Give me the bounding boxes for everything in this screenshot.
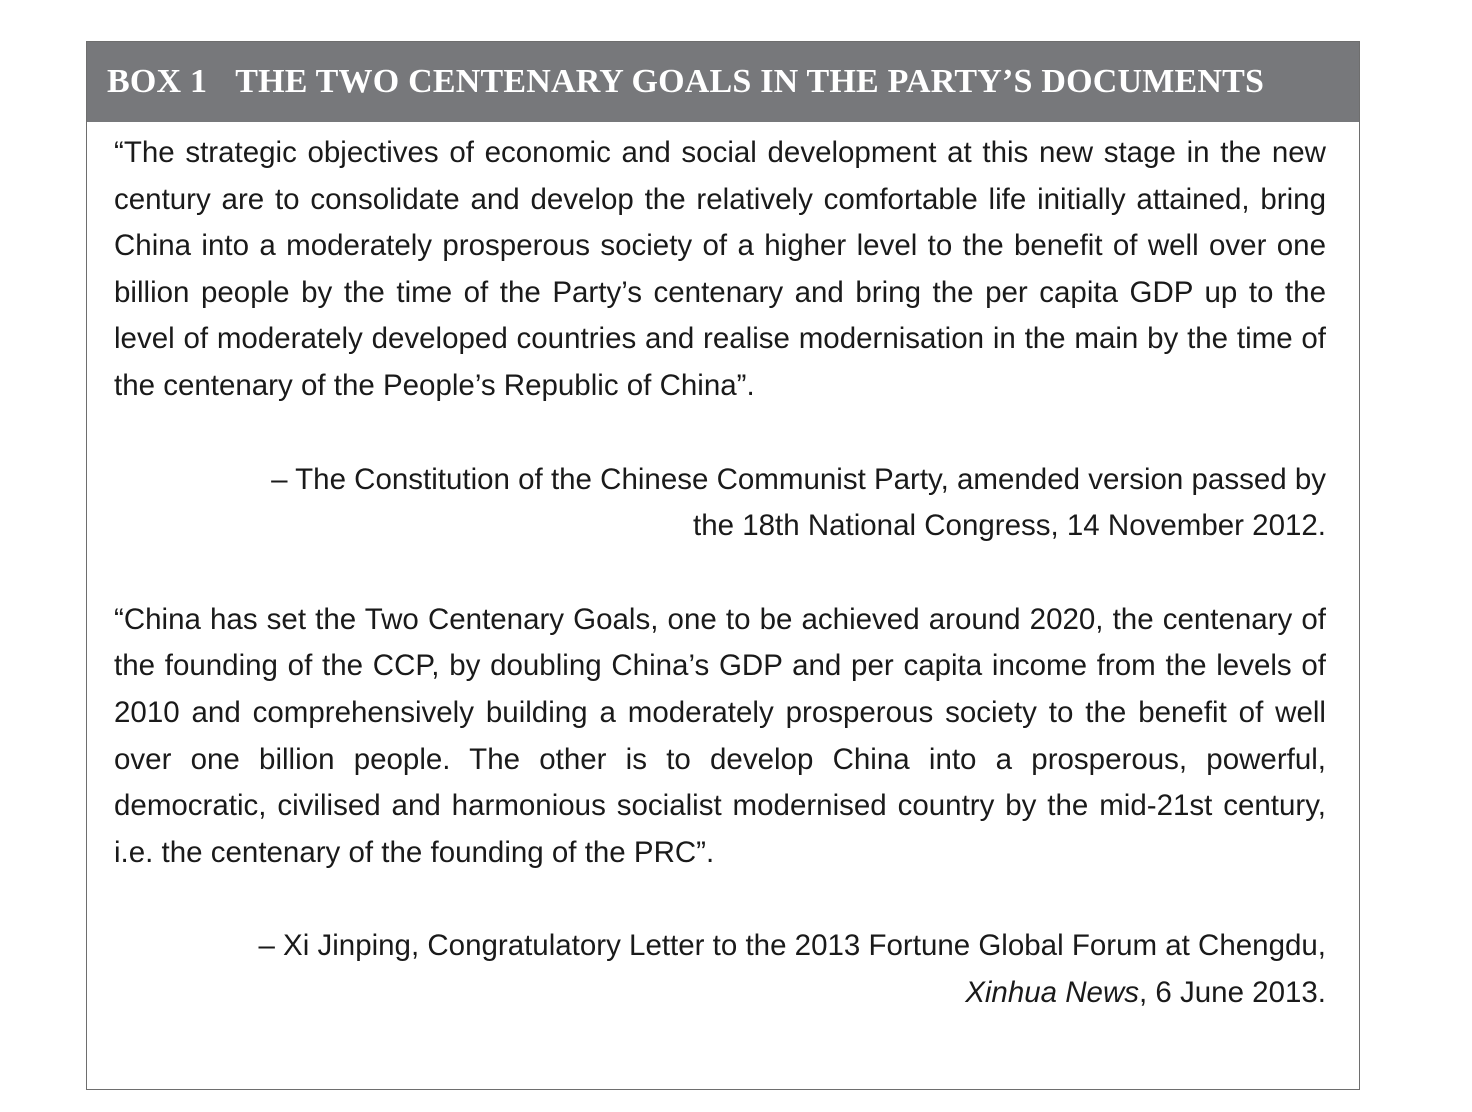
box-header (87, 42, 1359, 122)
box-1 (86, 41, 1360, 1090)
attribution-xi-date: , 6 June 2013. (1139, 975, 1326, 1009)
box-title: THE TWO CENTENARY GOALS IN THE PARTY’S DOCUMENTS (235, 63, 1265, 100)
quote-constitution: “The strategic objectives of economic and social development at this new stage in the new century are to consolidate and develop the relatively comfortable life initially attained, bring China into a moderately prosperous society of a higher level to the benefit of well over one billion people by the time of the Party’s centenary and bring the per capita GDP up to the level of moderately developed countries and realise modernisation in the main by the time of the centenary of the People’s Republic of China”. (114, 136, 1326, 402)
attribution-constitution-line2: the 18th National Congress, 14 November 2012. (693, 509, 1326, 543)
box-content (114, 130, 1326, 1017)
box-label: BOX 1 (107, 63, 208, 100)
attribution-constitution (114, 457, 1326, 550)
quote-xi-jinping: “China has set the Two Centenary Goals, one to be achieved around 2020, the centenary of the founding of the CCP, by doubling China’s GDP and per capita income from the levels of 2010 and comprehensively building a moderately prosperous society to the benefit of well over one billion people. The other is to develop China into a prosperous, powerful, democratic, civilised and harmonious socialist modernised country by the mid-21st century, i.e. the centenary of the founding of the PRC”. (114, 602, 1326, 869)
attribution-xi-line1: – Xi Jinping, Congratulatory Letter to the 2013 Fortune Global Forum at Chengdu, (258, 929, 1326, 963)
attribution-xi-source: Xinhua News (965, 975, 1140, 1009)
attribution-constitution-line1: – The Constitution of the Chinese Communist Party, amended version passed by (271, 462, 1326, 496)
attribution-xi-jinping (114, 923, 1326, 1016)
